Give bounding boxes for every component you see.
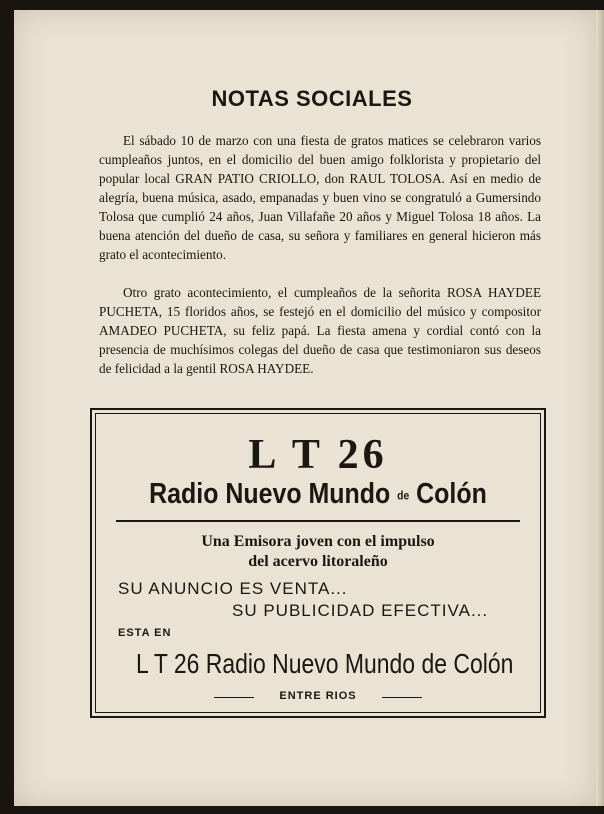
ad-dash-right (382, 697, 422, 698)
radio-advertisement (90, 408, 546, 718)
ad-divider (116, 520, 520, 522)
ad-tagline-1: Una Emisora joven con el impulso (201, 533, 435, 550)
ad-station-call-sign: L T 26 (248, 432, 388, 478)
ad-inner-border (95, 413, 541, 713)
ad-region: ENTRE RIOS (279, 690, 357, 702)
paragraph-2: Otro grato acontecimiento, el cumpleaños de la señorita ROSA HAYDEE PUCHETA, 15 floridos años, se festejó en el domicilio del músico y compositor AMADEO PUCHETA, su feliz papá. La fiesta amena y cordial contó con la presencia de muchísimos colegas del dueño de casa que testimoniaron sus deseos de felicidad a la gentil ROSA HAYDEE. (99, 285, 541, 376)
paragraph-1: El sábado 10 de marzo con una fiesta de gratos matices se celebraron varios cumpleaños juntos, en el domicilio del buen amigo folklorista y propietario del popular local GRAN PATIO CRIOLLO, don RAUL TOLOSA. Así en medio de alegría, buena música, asado, empanadas y buen vino se congratuló a Gumersindo Tolosa que cumplió 24 años, Juan Villafañe 20 años y Miguel Tolosa 18 años. La buena atención del dueño de casa, su señora y familiares en general hicieron más grato el acontecimiento. (99, 133, 541, 262)
ad-line-1: SU ANUNCIO ES VENTA... (118, 579, 348, 598)
ad-esta-en: ESTA EN (118, 627, 172, 639)
ad-radio-name-de: de (397, 488, 410, 503)
ad-radio-name-city: Colón (416, 478, 487, 510)
ad-line-2: SU PUBLICIDAD EFECTIVA... (232, 601, 489, 620)
ad-full-line: L T 26 Radio Nuevo Mundo de Colón (135, 648, 514, 679)
page-title: NOTAS SOCIALES (211, 86, 413, 111)
ad-radio-name-main: Radio Nuevo Mundo (149, 478, 391, 510)
ad-radio-name (127, 480, 509, 509)
ad-tagline-2: del acervo litoraleño (248, 553, 388, 570)
magazine-page (14, 10, 596, 806)
ad-tagline (96, 532, 540, 572)
